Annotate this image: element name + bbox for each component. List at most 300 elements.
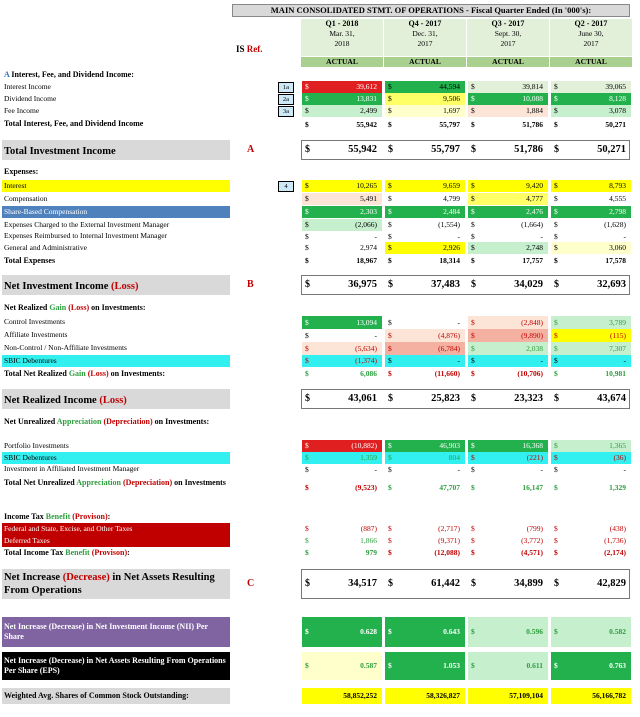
dollar-sign: $ (554, 82, 558, 91)
value-text: - (623, 465, 626, 474)
row-label (4, 256, 55, 266)
value-text: 46,903 (439, 441, 460, 450)
value-cell (551, 464, 631, 475)
dollar-sign: $ (471, 181, 475, 190)
value-cell (468, 93, 548, 105)
value-cell (385, 316, 465, 329)
dollar-sign: $ (471, 661, 475, 670)
dollar-sign: $ (305, 279, 310, 290)
value-text: 2,484 (443, 207, 460, 216)
dollar-sign: $ (305, 144, 310, 155)
dollar-sign: $ (471, 232, 475, 241)
column-header (384, 19, 466, 67)
label-text: Interest, Fee, and Dividend Income: (11, 70, 134, 79)
actual-label: ACTUAL (384, 56, 466, 67)
statement-row (0, 389, 640, 409)
dollar-sign: $ (471, 578, 476, 589)
label-loss: (Provison) (91, 547, 128, 557)
value-text: - (540, 232, 543, 241)
dollar-sign: $ (388, 82, 392, 91)
column-header-d2: 2017 (583, 39, 599, 48)
value-cell (551, 255, 631, 267)
dollar-sign: $ (471, 536, 475, 545)
dollar-sign: $ (388, 181, 392, 190)
label-tail: on Investments: (152, 417, 210, 426)
row-label (4, 343, 127, 353)
label-text: Affiliate Investments (4, 330, 68, 339)
label-tail: on Investments (172, 478, 226, 487)
dollar-sign: $ (388, 536, 392, 545)
label-text: Control Investments (4, 317, 66, 326)
dollar-sign: $ (554, 578, 559, 589)
value-text: 55,942 (356, 120, 377, 129)
value-text: 43,674 (597, 393, 626, 404)
dollar-sign: $ (305, 181, 309, 190)
value-cell (551, 118, 631, 131)
dollar-sign: $ (305, 356, 309, 365)
dollar-sign: $ (471, 524, 475, 533)
label-loss: (Loss) (111, 280, 139, 292)
column-header-q: Q2 - 2017 (574, 19, 608, 28)
value-cell (302, 476, 382, 500)
value-text: 55,797 (439, 120, 460, 129)
value-text: 5,491 (360, 194, 377, 203)
dollar-sign: $ (554, 106, 558, 115)
value-cell (551, 342, 631, 355)
statement-row (0, 93, 640, 105)
value-text: 18,314 (439, 256, 460, 265)
value-text: 1,697 (443, 106, 460, 115)
column-header-q: Q4 - 2017 (408, 19, 442, 28)
dollar-sign: $ (305, 106, 309, 115)
value-text: 2,303 (360, 207, 377, 216)
value-text: 9,659 (443, 181, 460, 190)
dollar-sign: $ (388, 578, 393, 589)
label-text: Expenses Reimbursed to Internal Investment Manager (4, 231, 168, 240)
value-cell (302, 105, 382, 117)
label-text: SBIC Debentures (4, 355, 57, 365)
value-text: 34,029 (514, 279, 543, 290)
value-text: 0.628 (360, 627, 377, 636)
value-cell (468, 368, 548, 380)
value-text: 34,517 (348, 578, 377, 589)
statement-row (0, 476, 640, 500)
statement-row (0, 329, 640, 342)
value-cell (468, 81, 548, 93)
dollar-sign: $ (554, 453, 558, 462)
dollar-sign: $ (388, 483, 392, 492)
value-cell (468, 523, 548, 535)
value-text: 9,506 (443, 94, 460, 103)
column-header-q: Q1 - 2018 (325, 19, 359, 28)
value-text: 16,147 (522, 483, 543, 492)
dollar-sign: $ (388, 393, 393, 404)
row-label (4, 536, 50, 546)
value-cell (302, 193, 382, 205)
value-text: 1,329 (609, 483, 626, 492)
value-text: 13,094 (356, 318, 377, 327)
label-gain: Benefit (65, 547, 90, 557)
value-text: 16,368 (522, 441, 543, 450)
value-cell (385, 329, 465, 342)
value-text: - (374, 465, 377, 474)
value-cell (468, 389, 548, 409)
value-cell (551, 688, 631, 704)
value-cell (385, 342, 465, 355)
value-text: (799) (526, 524, 543, 533)
value-cell (302, 569, 382, 599)
value-text: (10,882) (351, 441, 377, 450)
label-loss: (Depreciation) (122, 478, 173, 487)
dollar-sign: $ (388, 256, 392, 265)
dollar-sign: $ (388, 331, 392, 340)
dollar-sign: $ (388, 144, 393, 155)
value-text: 32,693 (597, 279, 626, 290)
row-label (4, 194, 47, 204)
value-cell (385, 219, 465, 231)
value-cell (385, 193, 465, 205)
value-cell (551, 180, 631, 192)
value-text: (36) (613, 453, 626, 462)
value-cell (468, 342, 548, 355)
dollar-sign: $ (305, 318, 309, 327)
value-cell (385, 652, 465, 680)
dollar-sign: $ (471, 344, 475, 353)
value-text: - (623, 232, 626, 241)
dollar-sign: $ (471, 243, 475, 252)
label-tail: in Net Assets Resulting From Operations (4, 572, 215, 596)
label-text: Deferred Taxes (4, 535, 50, 545)
statement-row (0, 368, 640, 380)
value-cell (302, 389, 382, 409)
label-text: Total Expenses (4, 255, 56, 265)
value-text: 56,166,782 (592, 691, 626, 700)
value-text: 0.587 (360, 661, 377, 670)
dollar-sign: $ (554, 194, 558, 203)
value-text: 10,265 (356, 181, 377, 190)
statement-row (0, 511, 640, 523)
value-text: (2,717) (438, 524, 460, 533)
value-cell (302, 342, 382, 355)
statement-row (0, 535, 640, 547)
dollar-sign: $ (305, 465, 309, 474)
column-header-d1: Dec. 31, (412, 29, 438, 38)
value-cell (302, 275, 382, 295)
value-cell (385, 206, 465, 218)
label-text: Net Unrealized (4, 417, 57, 426)
statement-row (0, 180, 640, 192)
dollar-sign: $ (554, 661, 558, 670)
label-text: Net Increase (4, 572, 63, 583)
value-cell (551, 329, 631, 342)
value-cell (551, 140, 631, 160)
actual-label: ACTUAL (301, 56, 383, 67)
dollar-sign: $ (388, 279, 393, 290)
label-text: Expenses: (4, 167, 39, 176)
statement-row (0, 302, 640, 314)
value-text: 51,786 (514, 144, 543, 155)
value-text: 57,109,104 (509, 691, 543, 700)
value-cell (468, 275, 548, 295)
column-header-d2: 2017 (500, 39, 516, 48)
value-cell (302, 180, 382, 192)
row-label (4, 181, 27, 191)
value-text: (12,088) (434, 548, 460, 557)
ref-letter: B (247, 279, 254, 290)
dollar-sign: $ (471, 548, 475, 557)
value-text: - (457, 465, 460, 474)
value-cell (385, 688, 465, 704)
value-text: 10,088 (522, 94, 543, 103)
value-text: - (374, 232, 377, 241)
value-cell (302, 255, 382, 267)
dollar-sign: $ (388, 243, 392, 252)
row-label (4, 394, 127, 407)
value-cell (302, 140, 382, 160)
value-text: 18,967 (356, 256, 377, 265)
value-cell (468, 440, 548, 452)
value-text: 50,271 (597, 144, 626, 155)
dollar-sign: $ (305, 331, 309, 340)
value-text: (438) (609, 524, 626, 533)
label-text: Portfolio Investments (4, 440, 69, 450)
label-gain: Appreciation (76, 478, 121, 487)
value-cell (551, 231, 631, 242)
dollar-sign: $ (388, 232, 392, 241)
value-text: (1,628) (604, 220, 626, 229)
value-cell (468, 206, 548, 218)
label-text: Interest Income (4, 81, 51, 91)
statement-row (0, 81, 640, 93)
label-text: Non-Control / Non-Affiliate Investments (4, 343, 127, 352)
dollar-sign: $ (305, 393, 310, 404)
value-cell (468, 652, 548, 680)
dollar-sign: $ (554, 483, 558, 492)
row-label (4, 106, 39, 116)
statement-row (0, 105, 640, 117)
value-cell (302, 547, 382, 559)
value-cell (468, 180, 548, 192)
dollar-sign: $ (471, 356, 475, 365)
row-highlight (2, 180, 230, 192)
statement-row (0, 118, 640, 131)
value-text: (1,554) (438, 220, 460, 229)
dollar-sign: $ (305, 441, 309, 450)
value-cell (551, 193, 631, 205)
row-label (4, 656, 229, 676)
value-text: (1,374) (355, 356, 377, 365)
column-header-d2: 2017 (417, 39, 433, 48)
value-text: 9,420 (526, 181, 543, 190)
dollar-sign: $ (388, 548, 392, 557)
statement-row (0, 275, 640, 295)
value-cell (468, 617, 548, 647)
value-cell (468, 476, 548, 500)
dollar-sign: $ (554, 181, 558, 190)
label-gain: Appreciation (56, 417, 102, 426)
label-text: Dividend Income (4, 93, 57, 103)
value-text: 1.053 (443, 661, 460, 670)
label-text: Total Investment Income (4, 145, 116, 157)
value-cell (551, 242, 631, 254)
value-cell (385, 180, 465, 192)
value-cell (302, 440, 382, 452)
dollar-sign: $ (305, 453, 309, 462)
value-text: 37,483 (431, 279, 460, 290)
value-text: (2,174) (604, 548, 626, 557)
value-cell (468, 193, 548, 205)
row-label (4, 417, 229, 427)
statement-row (0, 617, 640, 647)
row-label (4, 691, 189, 701)
dollar-sign: $ (388, 356, 392, 365)
value-text: 4,555 (609, 194, 626, 203)
row-label (4, 524, 132, 534)
value-text: 2,926 (443, 243, 460, 252)
value-cell (468, 219, 548, 231)
value-cell (385, 105, 465, 117)
dollar-sign: $ (305, 120, 309, 129)
value-cell (302, 652, 382, 680)
dollar-sign: $ (471, 279, 476, 290)
dollar-sign: $ (471, 453, 475, 462)
value-cell (385, 547, 465, 559)
row-label (4, 303, 146, 313)
value-text: 58,326,827 (426, 691, 460, 700)
value-cell (385, 231, 465, 242)
value-cell (302, 688, 382, 704)
row-label (4, 220, 169, 230)
statement-row (0, 140, 640, 160)
value-text: - (540, 465, 543, 474)
value-text: 8,793 (609, 181, 626, 190)
column-header-q: Q3 - 2017 (491, 19, 525, 28)
row-label (4, 145, 116, 158)
value-cell (551, 440, 631, 452)
label-loss: (Loss) (87, 368, 109, 378)
label-text: Fee Income (4, 105, 40, 115)
row-label (4, 207, 87, 217)
column-header-d1: Mar. 31, (329, 29, 355, 38)
label-text: Compensation (4, 193, 48, 203)
value-cell (302, 242, 382, 254)
row-label (4, 243, 87, 253)
value-cell (302, 93, 382, 105)
dollar-sign: $ (388, 207, 392, 216)
label-text: Net Increase (Decrease) in Net Investment Income (NII) Per Share (4, 622, 208, 641)
statement-row (0, 316, 640, 329)
value-cell (385, 617, 465, 647)
value-cell (468, 688, 548, 704)
value-cell (551, 81, 631, 93)
dollar-sign: $ (305, 548, 309, 557)
value-text: - (457, 356, 460, 365)
label-text: Net Increase (Decrease) in Net Assets Resulting From Operations Per Share (EPS) (4, 656, 226, 675)
value-cell (385, 140, 465, 160)
value-text: (11,660) (434, 369, 460, 378)
dollar-sign: $ (554, 627, 558, 636)
row-label (4, 70, 134, 80)
row-label (4, 464, 139, 474)
label-text: Expenses Charged to the External Investment Manager (4, 219, 170, 229)
value-cell (302, 219, 382, 231)
dollar-sign: $ (388, 318, 392, 327)
value-cell (468, 242, 548, 254)
statement-row (0, 355, 640, 367)
value-cell (385, 368, 465, 380)
value-text: 34,899 (514, 578, 543, 589)
value-text: (6,784) (438, 344, 460, 353)
dollar-sign: $ (554, 548, 558, 557)
value-cell (468, 105, 548, 117)
label-text: Total Net Unrealized (4, 478, 77, 487)
dollar-sign: $ (554, 369, 558, 378)
value-cell (385, 118, 465, 131)
value-cell (468, 569, 548, 599)
dollar-sign: $ (388, 453, 392, 462)
statement-row (0, 206, 640, 218)
statement-row (0, 440, 640, 452)
dollar-sign: $ (471, 256, 475, 265)
value-text: 1,359 (360, 453, 377, 462)
dollar-sign: $ (388, 194, 392, 203)
label-text: Weighted Avg. Shares of Common Stock Outstanding: (4, 690, 189, 700)
statement-row (0, 452, 640, 464)
dollar-sign: $ (554, 207, 558, 216)
value-text: - (457, 232, 460, 241)
value-text: 3,060 (609, 243, 626, 252)
dollar-sign: $ (305, 578, 310, 589)
dollar-sign: $ (305, 661, 309, 670)
value-text: 2,974 (360, 243, 377, 252)
value-cell (551, 368, 631, 380)
dollar-sign: $ (388, 627, 392, 636)
statement-row (0, 569, 640, 599)
row-label (4, 167, 38, 177)
value-text: 55,942 (348, 144, 377, 155)
value-cell (385, 355, 465, 367)
value-text: 804 (448, 453, 460, 462)
label-text: Total Net Realized (4, 368, 69, 378)
footnote-marker: 3a (278, 106, 294, 117)
dollar-sign: $ (554, 220, 558, 229)
dollar-sign: $ (305, 207, 309, 216)
value-text: (9,371) (438, 536, 460, 545)
value-cell (302, 329, 382, 342)
value-text: 17,578 (605, 256, 626, 265)
value-text: 61,442 (431, 578, 460, 589)
value-text: (1,736) (604, 536, 626, 545)
dollar-sign: $ (554, 243, 558, 252)
statement-row (0, 464, 640, 475)
value-cell (468, 535, 548, 547)
dollar-sign: $ (471, 106, 475, 115)
row-label (4, 512, 110, 522)
value-text: 55,797 (431, 144, 460, 155)
row-label (4, 330, 67, 340)
row-label (4, 119, 143, 129)
value-text: 979 (365, 548, 377, 557)
value-text: 42,829 (597, 578, 626, 589)
ref-letter: C (247, 578, 255, 589)
value-text: 39,065 (605, 82, 626, 91)
section-letter: A (4, 70, 12, 79)
value-cell (551, 569, 631, 599)
dollar-sign: $ (305, 344, 309, 353)
row-label (4, 356, 57, 366)
value-cell (302, 206, 382, 218)
value-cell (551, 535, 631, 547)
